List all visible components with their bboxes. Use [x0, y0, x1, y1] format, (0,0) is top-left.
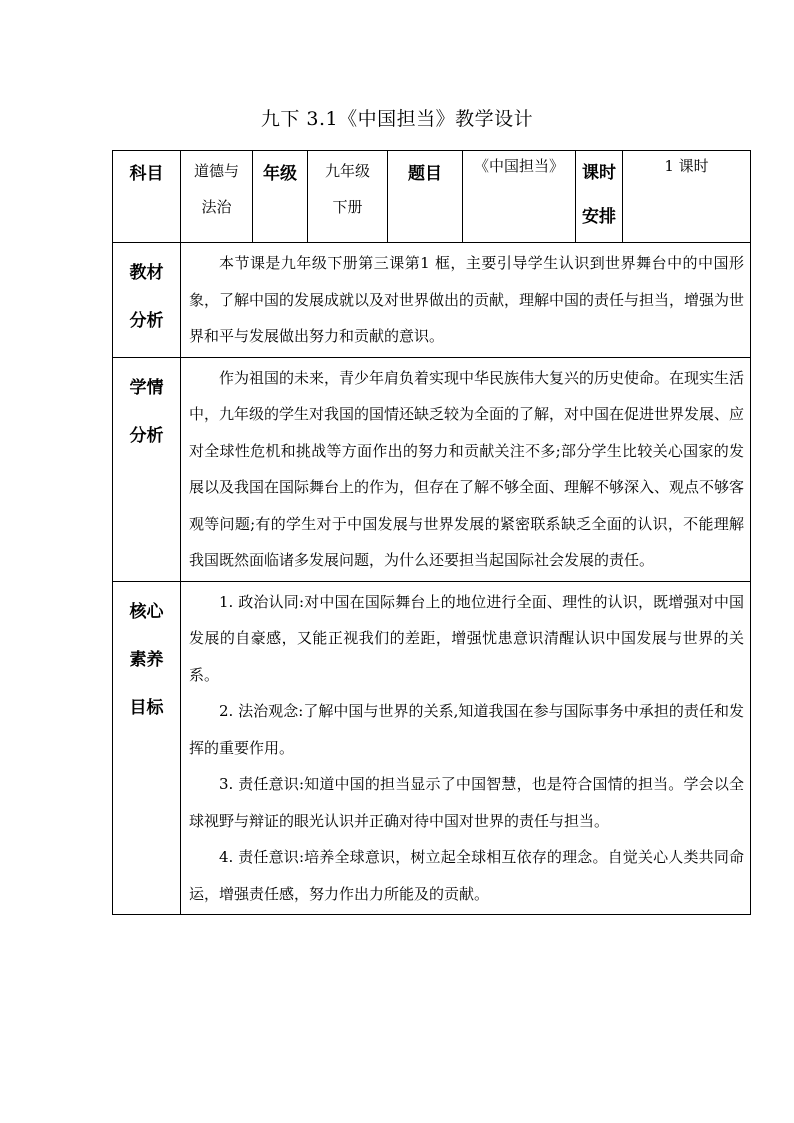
grade-label: 年级	[253, 151, 308, 243]
period-label-line2: 安排	[582, 207, 616, 227]
subject-value-line1: 道德与	[193, 162, 239, 180]
textbook-analysis-label-line2: 分析	[129, 311, 164, 331]
core-goals-content	[181, 581, 751, 915]
core-goal-item: 2. 法治观念:了解中国与世界的关系,知道我国在参与国际事务中承担的责任和发挥的重要作用。	[189, 702, 744, 757]
textbook-analysis-content	[181, 243, 751, 358]
textbook-analysis-label	[113, 243, 181, 358]
textbook-analysis-row	[113, 243, 751, 358]
grade-value	[308, 151, 388, 243]
core-goals-label-line3: 目标	[129, 697, 164, 718]
textbook-analysis-text: 本节课是九年级下册第三课第1 框，主要引导学生认识到世界舞台中的中国形象，了解中国的发展成就以及对世界做出的贡献，理解中国的责任与担当，增强为世界和平与发展做出努力和贡献的意识。	[189, 254, 745, 345]
core-goals-label-line2: 素养	[129, 649, 164, 670]
textbook-analysis-label-line1: 教材	[129, 263, 164, 283]
topic-label: 题目	[388, 151, 463, 243]
period-label-line1: 课时	[582, 163, 616, 183]
grade-value-line2: 下册	[332, 198, 363, 216]
core-goals-row	[113, 581, 751, 915]
subject-value	[181, 151, 253, 243]
student-analysis-text: 作为祖国的未来，青少年肩负着实现中华民族伟大复兴的历史使命。在现实生活中，九年级的学生对我国的国情还缺乏较为全面的了解，对中国在促进世界发展、应对全球性危机和挑战等方面作出的努力和贡献关注不多;部分学生比较关心国家的发展以及我国在国际舞台上的作为，但存在了解不够全面、理解不够深入、观点不够客观等问题;有的学生对于中国发展与世界发展的紧密联系缺乏全面的认识，不能理解我国既然面临诸多发展问题，为什么还要担当起国际社会发展的责任。	[189, 368, 745, 569]
core-goal-item: 3. 责任意识:知道中国的担当显示了中国智慧，也是符合国情的担当。学会以全球视野与辩证的眼光认识并正确对待中国对世界的责任与担当。	[189, 775, 744, 830]
core-goal-item: 4. 责任意识:培养全球意识，树立起全球相互依存的理念。自觉关心人类共同命运，增强责任感，努力作出力所能及的贡献。	[189, 848, 744, 903]
core-goal-item: 1. 政治认同:对中国在国际舞台上的地位进行全面、理性的认识，既增强对中国发展的自豪感，又能正视我们的差距，增强忧患意识清醒认识中国发展与世界的关系。	[189, 592, 744, 684]
subject-label: 科目	[113, 151, 181, 243]
header-row	[113, 151, 751, 243]
student-analysis-content	[181, 357, 751, 581]
period-label	[576, 151, 623, 243]
period-value: 1 课时	[623, 151, 751, 243]
document-title: 九下 3.1《中国担当》教学设计	[260, 108, 534, 130]
student-analysis-label-line2: 分析	[129, 425, 164, 446]
subject-value-line2: 法治	[201, 198, 232, 216]
student-analysis-label-line1: 学情	[129, 377, 164, 398]
core-goals-label-line1: 核心	[129, 601, 164, 622]
student-analysis-label	[113, 357, 181, 581]
lesson-plan-table	[112, 150, 751, 915]
student-analysis-row	[113, 357, 751, 581]
topic-value: 《中国担当》	[463, 151, 576, 243]
grade-value-line1: 九年级	[324, 162, 370, 180]
core-goals-label	[113, 581, 181, 915]
